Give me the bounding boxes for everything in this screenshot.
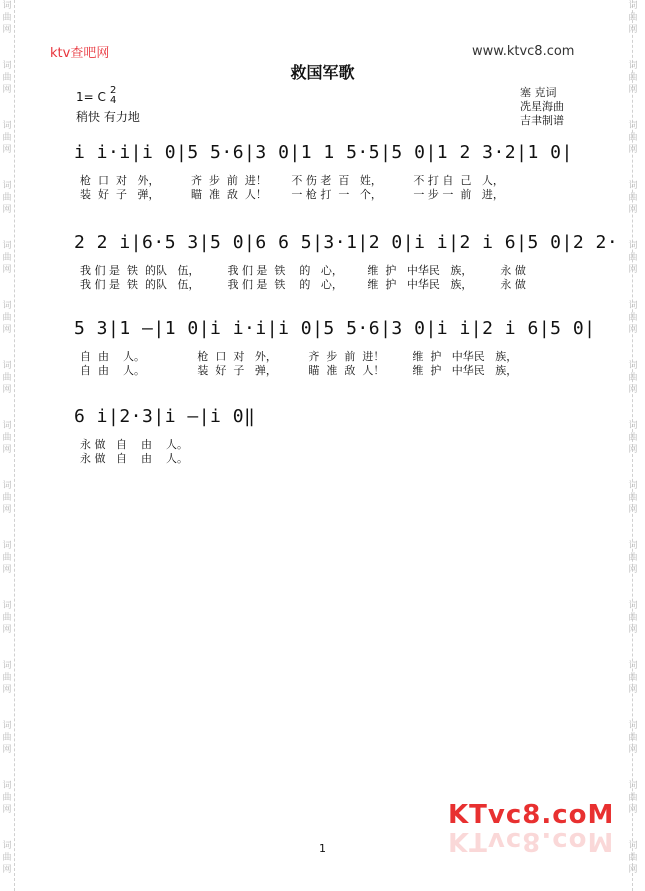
side-watermark: 词 曲 网 (628, 121, 638, 155)
side-watermark: 词 曲 网 (2, 121, 12, 155)
lyrics-row-1-verse-1: 枪 口 对 外， 齐 步 前 进！ 不 伤 老 百 姓， 不 打 自 己 人， (80, 174, 504, 187)
side-watermark: 词 曲 网 (628, 541, 638, 575)
page-number: 1 (319, 842, 326, 855)
side-watermark: 词 曲 网 (628, 481, 638, 515)
side-watermark: 词 曲 网 (628, 781, 638, 815)
composer-credit: 冼星海曲 (520, 100, 564, 113)
side-watermark: 词 曲 网 (2, 541, 12, 575)
side-watermark: 词 曲 网 (628, 841, 638, 875)
side-watermark: 词 曲 网 (628, 721, 638, 755)
side-watermark: 词 曲 网 (2, 781, 12, 815)
side-watermark: 词 曲 网 (2, 241, 12, 275)
side-watermark: 词 曲 网 (628, 1, 638, 35)
side-watermark: 词 曲 网 (2, 481, 12, 515)
lyrics-row-3-verse-2: 自 由 人。 装 好 子 弹， 瞄 准 敌 人！ 维 护 中华民 族， (80, 364, 518, 377)
song-title: 救国军歌 (290, 63, 355, 82)
notation-row-1: i i·i|i 0|5 5·6|3 0|1 1 5·5|5 0|1 2 3·2|1 0| (74, 142, 573, 163)
side-watermark: 词 曲 网 (628, 181, 638, 215)
side-watermark: 词 曲 网 (628, 61, 638, 95)
left-dashed-rail (14, 0, 15, 891)
time-signature (110, 86, 116, 106)
side-watermark: 词 曲 网 (628, 421, 638, 455)
notation-row-2: 2 2 i|6·5 3|5 0|6 6 5|3·1|2 0|i i|2 i 6|5 0|2 2· (74, 232, 619, 253)
side-watermark: 词 曲 网 (628, 661, 638, 695)
lyrics-row-1-verse-2: 装 好 子 弹， 瞄 准 敌 人！ 一 枪 打 一 个， 一 步 一 前 进， (80, 188, 504, 201)
side-watermark: 词 曲 网 (2, 301, 12, 335)
side-watermark: 词 曲 网 (628, 361, 638, 395)
transcriber-credit: 吉聿制谱 (520, 114, 564, 127)
side-watermark: 词 曲 网 (628, 601, 638, 635)
lyrics-row-2-verse-1: 我 们 是 铁 的队 伍， 我 们 是 铁 的 心， 维 护 中华民 族， 永 做 (80, 264, 526, 277)
site-logo-reflection: KTvc8.coM (448, 826, 615, 856)
site-url-link[interactable]: www.ktvc8.com (472, 44, 575, 59)
time-signature-bottom: 4 (110, 95, 117, 106)
side-watermark: 词 曲 网 (2, 661, 12, 695)
lyrics-row-4-verse-1: 永 做 自 由 人。 (80, 438, 188, 451)
side-watermark: 词 曲 网 (628, 301, 638, 335)
tempo-marking: 稍快 有力地 (76, 110, 140, 124)
site-logo: KTvc8.coM (448, 800, 615, 830)
lyricist-credit: 塞 克词 (520, 86, 557, 99)
notation-row-4: 6 i|2·3|i –|i 0‖ (74, 406, 256, 427)
key-signature: 1= C (76, 90, 106, 104)
lyrics-row-2-verse-2: 我 们 是 铁 的队 伍， 我 们 是 铁 的 心， 维 护 中华民 族， 永 做 (80, 278, 526, 291)
side-watermark: 词 曲 网 (2, 841, 12, 875)
side-watermark: 词 曲 网 (2, 601, 12, 635)
side-watermark: 词 曲 网 (2, 421, 12, 455)
side-watermark: 词 曲 网 (2, 1, 12, 35)
side-watermark: 词 曲 网 (2, 61, 12, 95)
side-watermark: 词 曲 网 (628, 241, 638, 275)
notation-row-3: 5 3|1 –|1 0|i i·i|i 0|5 5·6|3 0|i i|2 i 6|5 0| (74, 318, 596, 339)
time-signature-top: 2 (110, 85, 117, 96)
side-watermark: 词 曲 网 (2, 361, 12, 395)
lyrics-row-4-verse-2: 永 做 自 由 人。 (80, 452, 188, 465)
side-watermark: 词 曲 网 (2, 721, 12, 755)
side-watermark: 词 曲 网 (2, 181, 12, 215)
site-brand-link[interactable]: ktv查吧网 (50, 46, 110, 61)
lyrics-row-3-verse-1: 自 由 人。 枪 口 对 外， 齐 步 前 进！ 维 护 中华民 族， (80, 350, 518, 363)
